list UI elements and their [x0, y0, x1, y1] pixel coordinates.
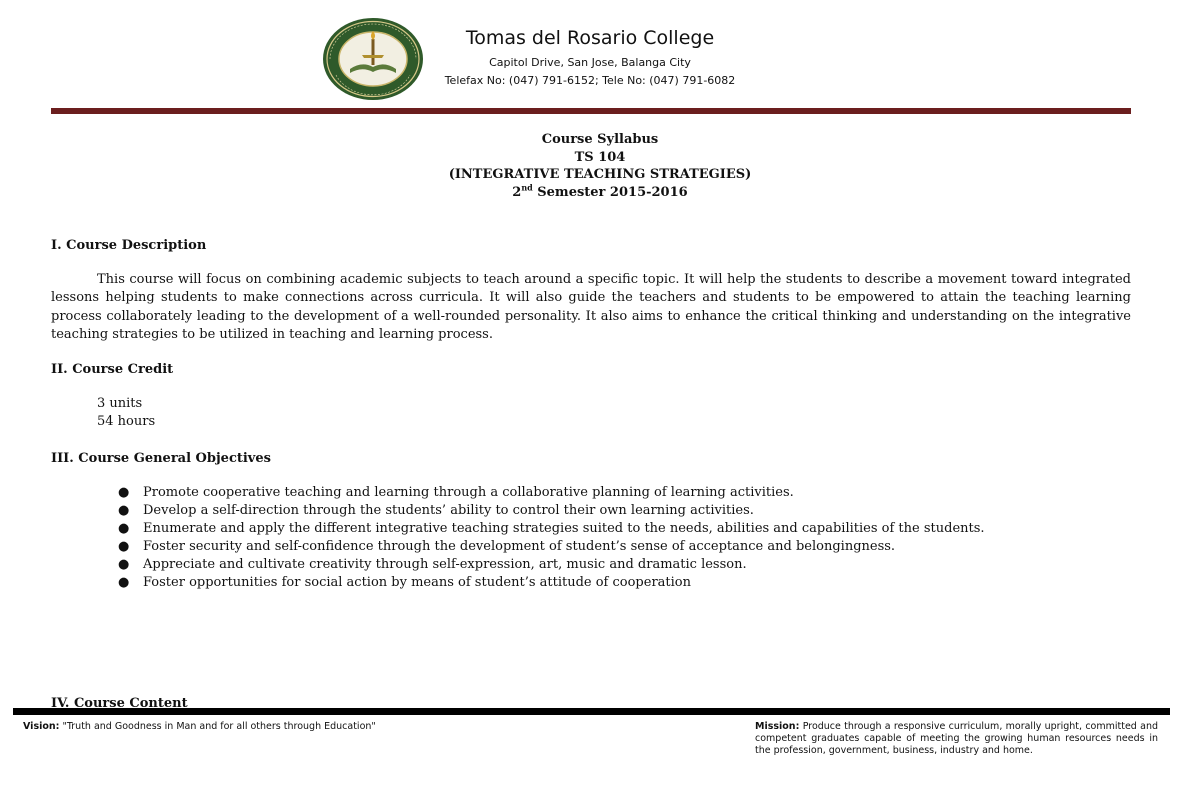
vision-label: Vision: — [23, 721, 60, 732]
description-heading: I. Course Description — [51, 238, 207, 253]
credit-heading: II. Course Credit — [51, 362, 174, 377]
bullet-icon: ● — [118, 503, 130, 518]
bullet-icon: ● — [118, 557, 130, 572]
header-divider — [51, 108, 1131, 114]
objective-item — [118, 556, 985, 574]
content-heading: IV. Course Content — [51, 696, 188, 707]
vision-text: "Truth and Goodness in Man and for all others through Education" — [62, 721, 376, 732]
objective-item — [118, 574, 985, 592]
objective-text: Enumerate and apply the different integrative teaching strategies suited to the needs, abilities and capabilities of the students. — [143, 521, 985, 536]
objective-text: Foster security and self-confidence through the development of student’s sense of acceptance and belongingness. — [143, 539, 896, 554]
semester-suffix: nd — [521, 182, 533, 193]
college-phone: Telefax No: (047) 791-6152; Tele No: (047) 791-6082 — [444, 74, 736, 87]
objective-text: Appreciate and cultivate creativity through self-expression, art, music and dramatic lesson. — [143, 557, 747, 572]
course-code: TS 104 — [574, 149, 626, 165]
objective-item — [118, 538, 985, 556]
bullet-icon: ● — [118, 539, 130, 554]
syllabus-title — [0, 131, 1200, 201]
credit-hours: 54 hours — [97, 414, 156, 429]
objective-item — [118, 520, 985, 538]
mission-text: Produce through a responsive curriculum, morally upright, committed and competent graduates capable of meeting the growing human resources needs in the profession, government, business, industry and home. — [755, 721, 1158, 756]
semester-years: Semester 2015-2016 — [532, 184, 688, 200]
mission-statement — [755, 721, 1158, 757]
course-title: (INTEGRATIVE TEACHING STRATEGIES) — [448, 167, 752, 182]
objectives-list — [118, 484, 985, 592]
objectives-heading: III. Course General Objectives — [51, 451, 271, 466]
objective-text: Promote cooperative teaching and learning through a collaborative planning of learning activities. — [143, 485, 794, 500]
content-heading-clip — [0, 690, 1200, 707]
objective-text: Foster opportunities for social action by means of student’s attitude of cooperation — [143, 575, 691, 590]
objective-text: Develop a self-direction through the students’ ability to control their own learning activities. — [143, 503, 754, 518]
footer-divider — [13, 708, 1170, 715]
college-address: Capitol Drive, San Jose, Balanga City — [489, 56, 691, 69]
mission-label: Mission: — [755, 721, 800, 732]
description-text: This course will focus on combining academic subjects to teach around a specific topic. It will help the students to describe a movement toward integrated lessons helping students to make connections across curricula. It will also guide the teachers and students to be empowered to attain the teaching learning process collaborately leading to the development of a well-rounded personality. It also aims to enhance the critical thinking and understanding on the integrative teaching strategies to be utilized in teaching and learning process. — [51, 272, 1131, 342]
objective-item — [118, 484, 985, 502]
bullet-icon: ● — [118, 485, 130, 500]
objective-item — [118, 502, 985, 520]
title-line-1: Course Syllabus — [541, 132, 659, 147]
vision-statement — [23, 721, 376, 732]
letterhead — [0, 0, 1200, 120]
bullet-icon: ● — [118, 575, 130, 590]
semester — [0, 184, 1200, 202]
bullet-icon: ● — [118, 521, 130, 536]
credit-units: 3 units — [97, 396, 143, 411]
semester-number: 2 — [512, 184, 522, 200]
college-name: Tomas del Rosario College — [465, 27, 715, 49]
